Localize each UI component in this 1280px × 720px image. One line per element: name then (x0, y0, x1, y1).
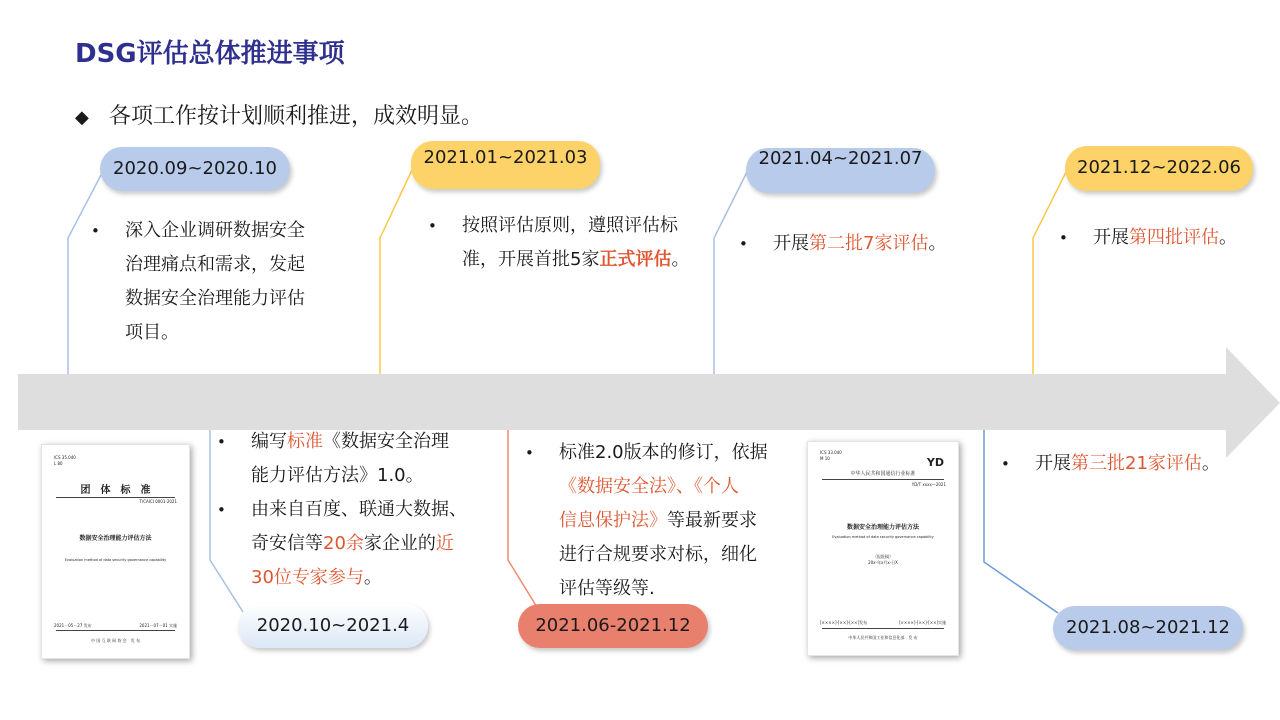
text-box-2021-08 (1001, 447, 1261, 481)
text-line: 进行合规要求对标，细化 (559, 544, 757, 565)
doc-pub-date: [××××]-[××]-[××]发布 (820, 620, 868, 625)
text-line: 标准2.0版本的修订，依据 (559, 442, 768, 463)
text-line: 。 (671, 249, 690, 270)
text-line: 家企业的 (363, 533, 436, 554)
doc-class-code: M 10 (820, 456, 830, 461)
text-box-2021-04 (739, 227, 999, 261)
doc-rule (56, 497, 175, 498)
text-box-2021-12 (1059, 221, 1259, 255)
doc-en-title: Evaluation method of data security governance capability (832, 535, 934, 539)
doc-org: 团 体 标 准 (80, 485, 151, 496)
connector-2021-01 (380, 170, 412, 374)
subtitle (75, 99, 483, 130)
doc-rule (822, 628, 944, 629)
doc-ics-code: ICS 33.040 (820, 450, 842, 455)
text-box-2021-06 (525, 436, 795, 606)
text-line: 。 (1219, 227, 1237, 248)
bullet-item (217, 493, 507, 595)
date-pill-2020-09: 2020.09~2020.10 (100, 147, 290, 191)
doc-publisher: 中华人民共和国工业和信息化部 发 布 (848, 635, 918, 640)
highlight-text: 第四批评估 (1129, 227, 1219, 248)
doc-ics-code: ICS 35.040 (54, 455, 76, 460)
doc-impl-date: [××××]-[××]-[××]实施 (898, 620, 946, 625)
highlight-text: 近 (435, 533, 454, 554)
text-line: 数据安全治理能力评估 (125, 288, 305, 309)
text-box-2020-09 (91, 214, 341, 350)
doc-pub-date: 2021－05－27 发布 (54, 623, 92, 628)
doc-code: T/CAICI 0001-2021 (139, 499, 177, 504)
doc-logo: YD (926, 456, 944, 469)
highlight-text: 《数据安全法》、《个人 (559, 476, 739, 497)
doc-en-title: Evaluation method of data security governance capability (64, 558, 167, 562)
text-line: 能力评估方法》1.0。 (251, 465, 424, 486)
bullet-item (739, 227, 999, 261)
text-line: 治理痛点和需求，发起 (125, 254, 305, 275)
standard-document-right (807, 441, 959, 656)
text-line: 奇安信等 (251, 533, 323, 554)
subtitle-text: 各项工作按计划顺利推进，成效明显。 (109, 104, 484, 129)
text-line: 开展 (1035, 453, 1071, 474)
text-line: 由来自百度、联通大数据、 (251, 499, 467, 520)
date-pill-2020-10: 2020.10~2021.4 (238, 604, 428, 648)
date-pill-2021-01: 2021.01~2021.03 (411, 141, 600, 189)
doc-rule (822, 479, 944, 480)
doc-class-code: L 80 (54, 461, 63, 466)
doc-org: 中华人民共和国通信行业标准 (850, 471, 916, 477)
bullet-item (91, 214, 341, 350)
highlight-text: 第二批7家评估 (809, 233, 929, 254)
text-line: 评估等级等. (559, 578, 655, 599)
diamond-bullet-icon: ◆ (75, 107, 89, 128)
doc-title: 数据安全治理能力评估方法 (79, 535, 152, 542)
highlight-text: 30位专家参与 (251, 567, 364, 588)
text-line: 。 (928, 233, 947, 254)
text-line: 。 (363, 567, 382, 588)
text-line: 开展 (773, 233, 809, 254)
bullet-item (217, 425, 507, 493)
connector-2021-12 (1033, 172, 1066, 374)
doc-publisher: 中 国 互 联 网 协 会 发 布 (91, 638, 140, 643)
doc-rule (56, 630, 175, 631)
highlight-text: 第三批21家评估 (1071, 453, 1202, 474)
highlight-text: 标准 (287, 431, 323, 452)
text-line: 按照评估原则，遵照评估标 (462, 215, 678, 236)
text-box-2021-01 (428, 209, 718, 277)
text-line: 。 (1201, 453, 1220, 474)
text-line: 编写 (251, 431, 287, 452)
text-line: 等最新要求 (667, 510, 757, 531)
text-line: 准，开展首批5家 (462, 249, 600, 270)
text-box-2020-10 (217, 425, 507, 595)
date-pill-2021-04: 2021.04~2021.07 (746, 148, 935, 193)
text-line: 开展 (1093, 227, 1129, 248)
text-line: 项目。 (125, 322, 179, 343)
doc-title: 数据安全治理能力评估方法 (846, 524, 919, 531)
bullet-item (1059, 221, 1259, 255)
date-pill-2021-08: 2021.08~2021.12 (1053, 606, 1243, 650)
connector-2021-04 (714, 172, 747, 374)
date-pill-2021-12: 2021.12~2022.06 (1065, 146, 1253, 191)
bullet-item (428, 209, 718, 277)
standard-document-left (41, 444, 190, 659)
highlight-text: 正式评估 (599, 249, 672, 270)
doc-draft: （报批稿） (873, 554, 893, 559)
date-pill-2021-06: 2021.06-2021.12 (518, 604, 708, 648)
text-line: 深入企业调研数据安全 (125, 220, 305, 241)
highlight-text: 信息保护法》 (559, 510, 667, 531)
doc-code: YD/T xxxx—2021 (911, 482, 946, 487)
doc-impl-date: 2021－07－01 实施 (139, 623, 177, 628)
doc-draft-date: 20x-年x月x-日X (868, 560, 898, 565)
page-title: DSG评估总体推进事项 (75, 39, 345, 69)
bullet-item (525, 436, 795, 606)
text-line: 《数据安全治理 (323, 431, 449, 452)
highlight-text: 20余 (323, 533, 364, 554)
bullet-item (1001, 447, 1261, 481)
